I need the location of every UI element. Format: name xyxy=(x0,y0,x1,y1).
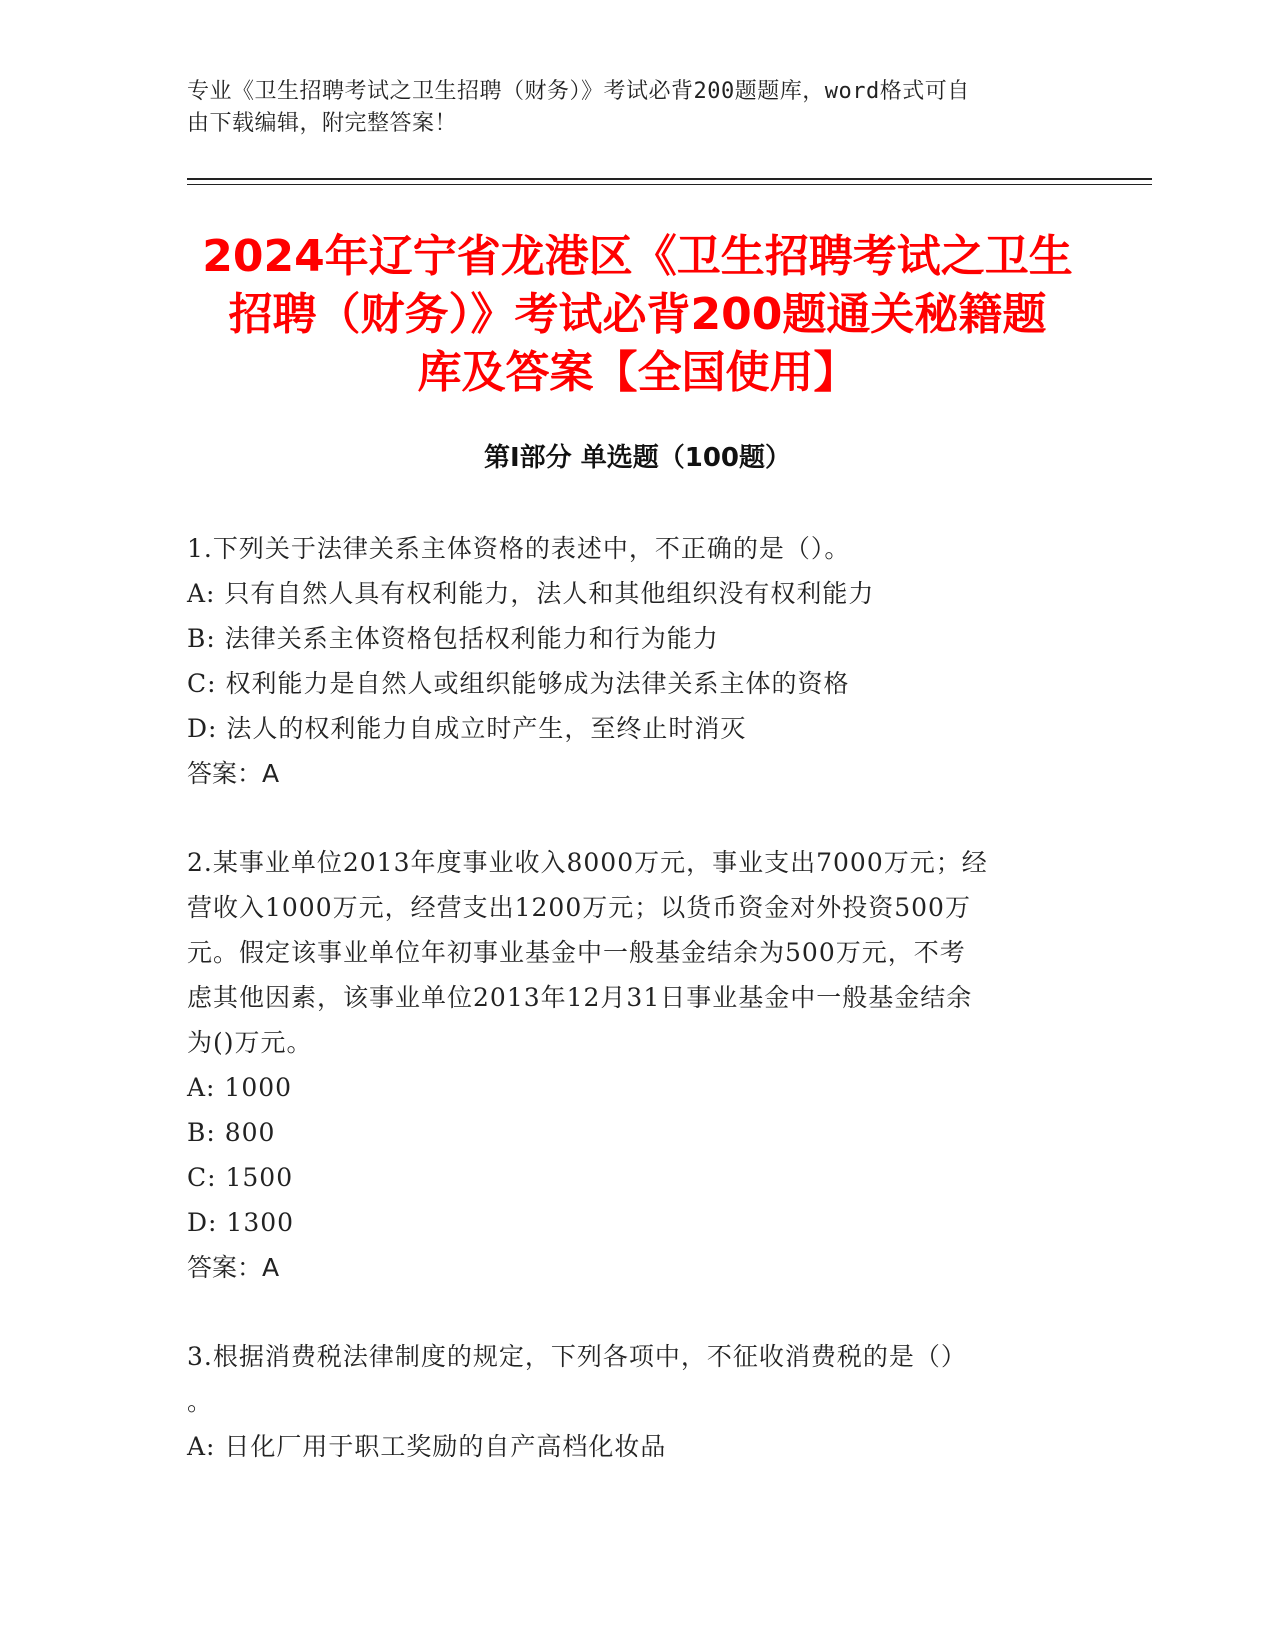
question-item xyxy=(187,840,1067,1290)
header-note-line: 专业《卫生招聘考试之卫生招聘（财务）》考试必背200题题库，word格式可自 xyxy=(187,79,970,104)
section-heading: 第I部分 单选题（100题） xyxy=(484,443,791,473)
option-a: A: 日化厂用于职工奖励的自产高档化妆品 xyxy=(187,1432,667,1461)
header-divider-thick xyxy=(187,178,1152,180)
question-item xyxy=(187,1334,1067,1469)
question-stem: 营收入1000万元，经营支出1200万元；以货币资金对外投资500万 xyxy=(187,893,971,922)
question-list xyxy=(187,526,1067,1513)
question-stem: 2.某事业单位2013年度事业收入8000万元，事业支出7000万元；经 xyxy=(187,848,988,877)
document-title xyxy=(150,228,1125,402)
title-line: 2024年辽宁省龙港区《卫生招聘考试之卫生 xyxy=(202,231,1073,282)
option-b: B: 法律关系主体资格包括权利能力和行为能力 xyxy=(187,624,719,653)
title-line: 库及答案【全国使用】 xyxy=(417,347,858,398)
answer: 答案：A xyxy=(187,759,280,788)
question-stem: 为()万元。 xyxy=(187,1028,313,1057)
question-stem: 。 xyxy=(187,1387,214,1416)
answer: 答案：A xyxy=(187,1253,280,1282)
option-c: C: 权利能力是自然人或组织能够成为法律关系主体的资格 xyxy=(187,669,850,698)
header-note xyxy=(187,76,1087,140)
option-d: D: 1300 xyxy=(187,1208,295,1237)
question-item xyxy=(187,526,1067,796)
question-stem: 虑其他因素，该事业单位2013年12月31日事业基金中一般基金结余 xyxy=(187,983,973,1012)
option-d: D: 法人的权利能力自成立时产生，至终止时消灭 xyxy=(187,714,747,743)
option-a: A: 1000 xyxy=(187,1073,293,1102)
question-stem: 1.下列关于法律关系主体资格的表述中，不正确的是（）。 xyxy=(187,534,851,563)
option-b: B: 800 xyxy=(187,1118,276,1147)
header-note-line: 由下载编辑，附完整答案！ xyxy=(187,111,458,136)
header-divider-thin xyxy=(187,184,1152,185)
option-c: C: 1500 xyxy=(187,1163,294,1192)
title-line: 招聘（财务）》考试必背200题通关秘籍题 xyxy=(228,289,1047,340)
option-a: A: 只有自然人具有权利能力，法人和其他组织没有权利能力 xyxy=(187,579,875,608)
question-stem: 3.根据消费税法律制度的规定，下列各项中，不征收消费税的是（） xyxy=(187,1342,967,1371)
question-stem: 元。假定该事业单位年初事业基金中一般基金结余为500万元，不考 xyxy=(187,938,966,967)
